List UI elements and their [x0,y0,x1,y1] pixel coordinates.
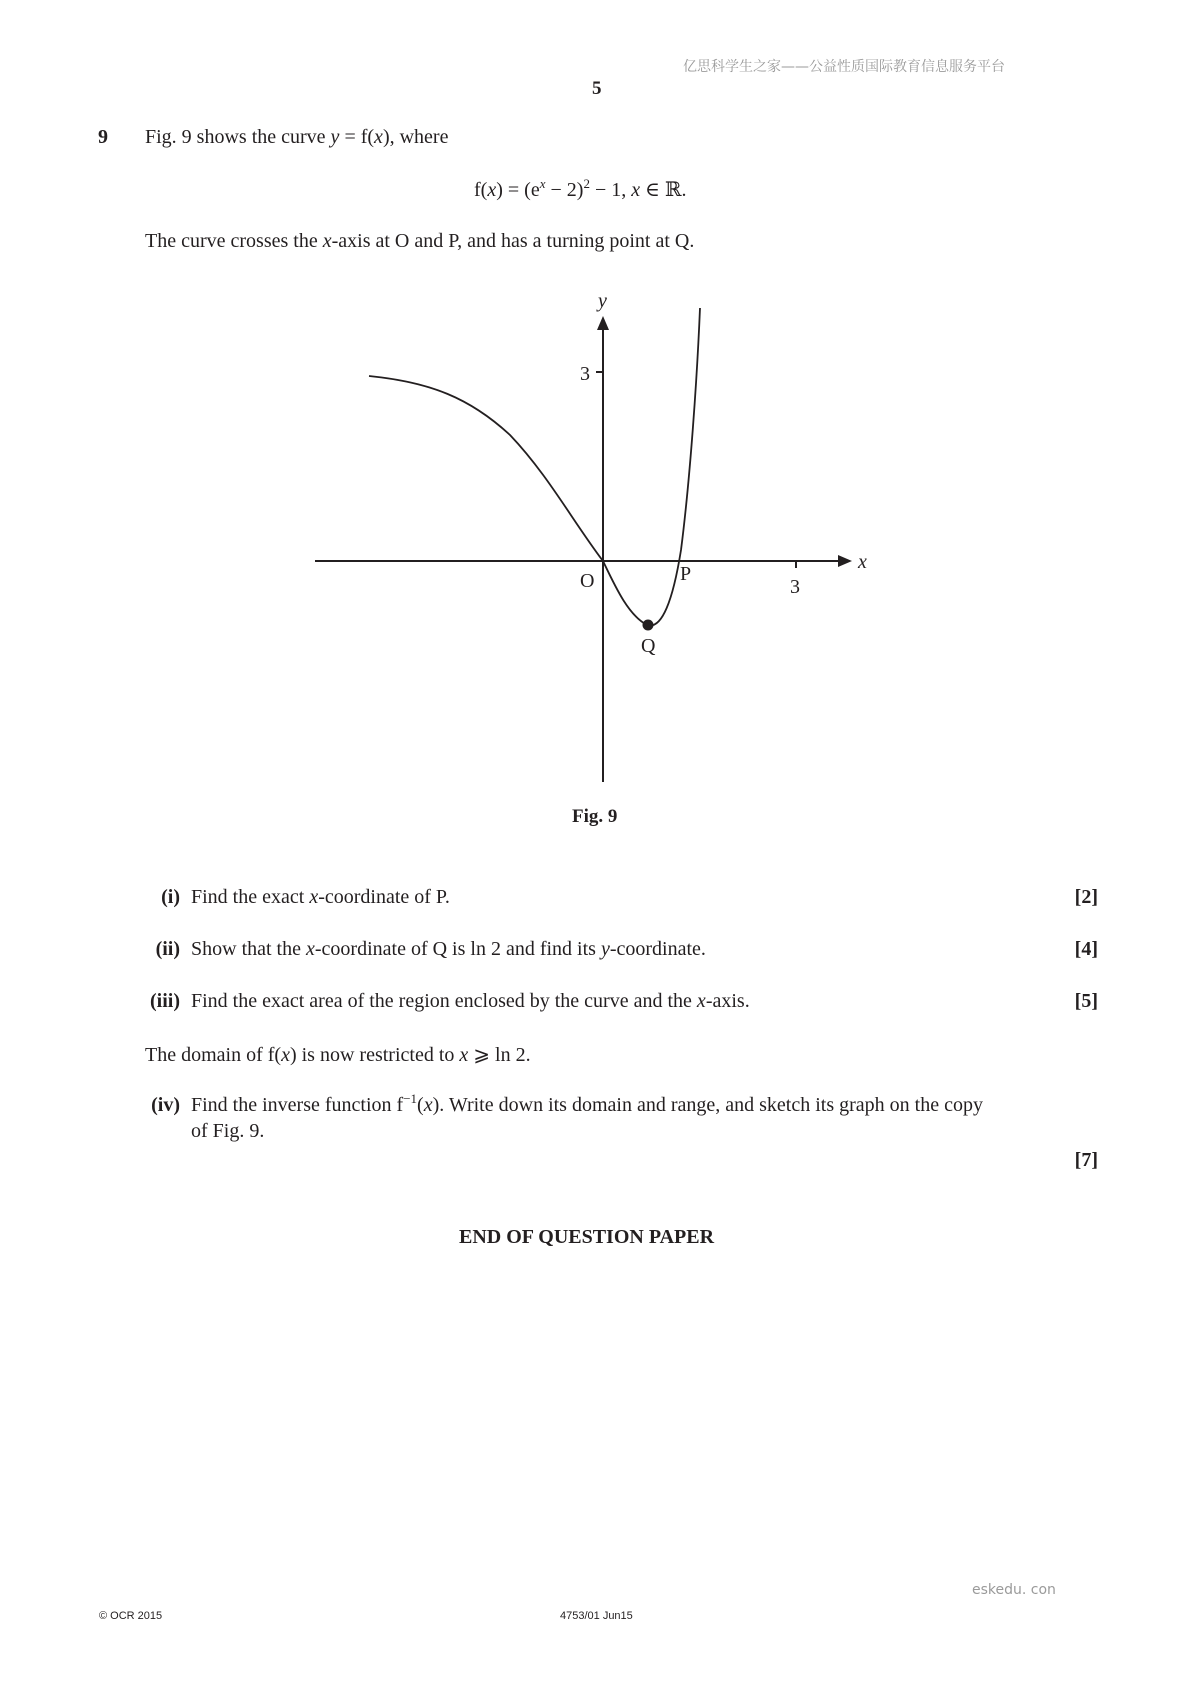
formula-mid: − 2) [545,179,584,201]
formula-open: ) = (e [496,179,540,201]
restriction-x2: x [459,1044,469,1066]
intro-y: y [330,126,340,148]
intro-eq: = f( [339,126,375,148]
part-i-text-a: Find the exact [191,886,310,908]
part-ii-label: (ii) [155,938,180,960]
point-q-marker [643,620,654,631]
part-ii-text-y: y [600,938,610,960]
part-iv-text [191,1091,1097,1117]
part-ii-text-b: -coordinate of Q is ln 2 and find its [314,938,601,960]
part-iv-sup: −1 [403,1091,418,1106]
part-ii-text [191,938,706,961]
part-ii-text-x: x [306,938,315,960]
part-iii-text [191,990,750,1013]
part-iii-text-b: -axis. [705,990,750,1012]
page-number: 5 [592,78,602,99]
figure-caption: Fig. 9 [572,806,618,827]
footer-paper-code: 4753/01 Jun15 [560,1610,633,1622]
x-axis-arrow [838,555,852,567]
curve-f [369,308,700,626]
question-number: 9 [98,126,108,148]
part-ii-marks: [4] [1074,938,1098,960]
y-tick-label: 3 [580,363,590,385]
part-ii-text-a: Show that the [191,938,306,960]
part-iii-text-x: x [696,990,706,1012]
part-iv-text-a: Find the inverse function f [191,1094,404,1116]
x-tick-label: 3 [790,576,800,598]
intro-suffix: ), where [382,126,449,148]
restriction-c: ⩾ ln 2. [468,1044,531,1066]
formula-domain-set: ∈ ℝ. [640,179,687,201]
watermark-top: 亿思科学生之家——公益性质国际教育信息服务平台 [683,59,1005,75]
restriction-a: The domain of f( [145,1044,282,1066]
description-b: -axis at O and P, and has a turning point at Q. [331,230,695,252]
part-i-label: (i) [161,886,180,908]
part-iv-text-x: x [423,1094,433,1116]
part-iv-label: (iv) [151,1094,180,1116]
formula-tail: − 1, [589,179,632,201]
part-i-text [191,886,450,909]
part-i-marks: [2] [1074,886,1098,908]
point-q-label: Q [641,635,656,657]
part-iii-marks: [5] [1074,990,1098,1012]
intro-prefix: Fig. 9 shows the curve [145,126,326,148]
y-axis-arrow [597,316,609,330]
part-iv-marks: [7] [1074,1149,1098,1171]
watermark-bottom: eskedu. con [972,1582,1056,1598]
intro-x: x [374,126,383,148]
point-p-label: P [680,563,692,585]
formula-x: x [487,179,497,201]
part-iv-line2: of Fig. 9. [191,1120,265,1142]
part-i-text-b: -coordinate of P. [318,886,450,908]
part-iii-text-a: Find the exact area of the region enclosed by the curve and the [191,990,697,1012]
description-x: x [322,230,332,252]
footer-copyright: © OCR 2015 [99,1610,163,1622]
part-ii-text-c: -coordinate. [609,938,706,960]
part-i-text-x: x [309,886,319,908]
formula-domain-x: x [631,179,641,201]
x-axis-label: x [858,551,867,573]
part-iii-label: (iii) [150,990,180,1012]
y-axis-label: y [598,290,607,312]
part-iv-text-b: ( [417,1094,424,1116]
formula-square: 2 [583,176,590,191]
restriction-b: ) is now restricted to [289,1044,460,1066]
formula-exponent: x [539,176,546,191]
end-of-paper: END OF QUESTION PAPER [459,1226,715,1248]
formula-f: f( [474,179,488,201]
restriction-x: x [281,1044,290,1066]
origin-label: O [580,570,595,592]
domain-restriction [145,1042,531,1067]
part-iv-text-c: ). Write down its domain and range, and sketch its graph on the copy [432,1094,983,1116]
description-a: The curve crosses the [145,230,323,252]
